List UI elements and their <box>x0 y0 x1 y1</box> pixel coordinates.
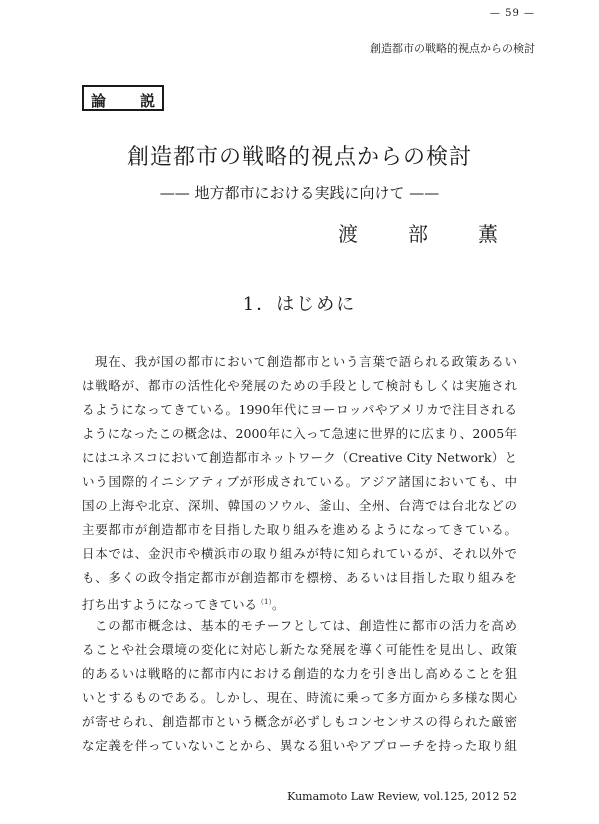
paragraph-line-end: 。 <box>271 597 285 612</box>
paragraph-line: ようになったこの概念は、2000年に入って急速に世界的に広まり、2005年 <box>82 426 517 441</box>
paragraph-line: 現在、我が国の都市において創造都市という言葉で語られる政策あるい <box>95 354 517 369</box>
paragraph-line: いう国際的イニシアティブが形成されている。アジア諸国においても、中 <box>82 474 517 489</box>
paragraph-line: るようになってきている。1990年代にヨーロッパやアメリカで注目される <box>82 402 517 417</box>
journal-citation: Kumamoto Law Review, vol.125, 2012 <box>287 790 500 803</box>
author-surname-char-1: 渡 <box>338 222 358 246</box>
footnote-ref[interactable]: （1） <box>257 598 272 606</box>
paragraph-line: 主要都市が創造都市を目指した取り組みを進めるようになってきている。 <box>82 522 517 537</box>
section-label <box>91 90 155 111</box>
journal-footer <box>287 790 517 803</box>
paragraph-line: にはユネスコにおいて創造都市ネットワーク（Creative City Network）と <box>82 450 517 465</box>
section-label-box <box>82 85 164 111</box>
article-title: 創造都市の戦略的視点からの検討 <box>126 145 472 170</box>
paragraph-line: も、多くの政令指定都市が創造都市を標榜、あるいは目指した取り組みを <box>82 570 517 585</box>
paragraph-line: この都市概念は、基本的モチーフとしては、創造性に都市の活力を高め <box>95 618 517 633</box>
paragraph-line: が寄せられ、創造都市という概念が必ずしもコンセンサスの得られた厳密 <box>82 714 517 729</box>
section-label-char-2: 説 <box>139 92 155 110</box>
paragraph-line: は戦略が、都市の活性化や発展のための手段として検討もしくは実施され <box>82 378 517 393</box>
paragraph-line: 的あるいは戦略的に都市内における創造的な力を引き出し高めることを狙 <box>82 666 517 681</box>
section-label-char-1: 論 <box>91 92 107 110</box>
paragraph-line-text: 打ち出すようになってきている <box>82 597 258 612</box>
section-heading: 1．はじめに <box>242 294 357 315</box>
article-subtitle: —— 地方都市における実践に向けて —— <box>159 184 440 202</box>
paragraph-last-line <box>82 590 517 614</box>
author-name <box>338 218 498 247</box>
body-text <box>82 350 517 758</box>
page-number: — 59 — <box>489 8 535 19</box>
paragraph-line: 日本では、金沢市や横浜市の取り組みが特に知られているが、それ以外で <box>82 546 517 561</box>
paragraph-line: ることや社会環境の変化に対応し新たな発展を導く可能性を見出し、政策 <box>82 642 517 657</box>
paragraph-line: 国の上海や北京、深圳、韓国のソウル、釜山、全州、台湾では台北などの <box>82 498 517 513</box>
paragraph-line: な定義を伴っていないことから、異なる狙いやアプローチを持った取り組 <box>82 738 517 753</box>
author-surname-char-2: 部 <box>408 222 428 246</box>
paragraph-line: いとするものである。しかし、現在、時流に乗って多方面から多様な関心 <box>82 690 517 705</box>
running-header: 創造都市の戦略的視点からの検討 <box>370 42 535 55</box>
footer-page-number: 52 <box>503 790 517 803</box>
author-given-name: 薫 <box>478 222 498 246</box>
